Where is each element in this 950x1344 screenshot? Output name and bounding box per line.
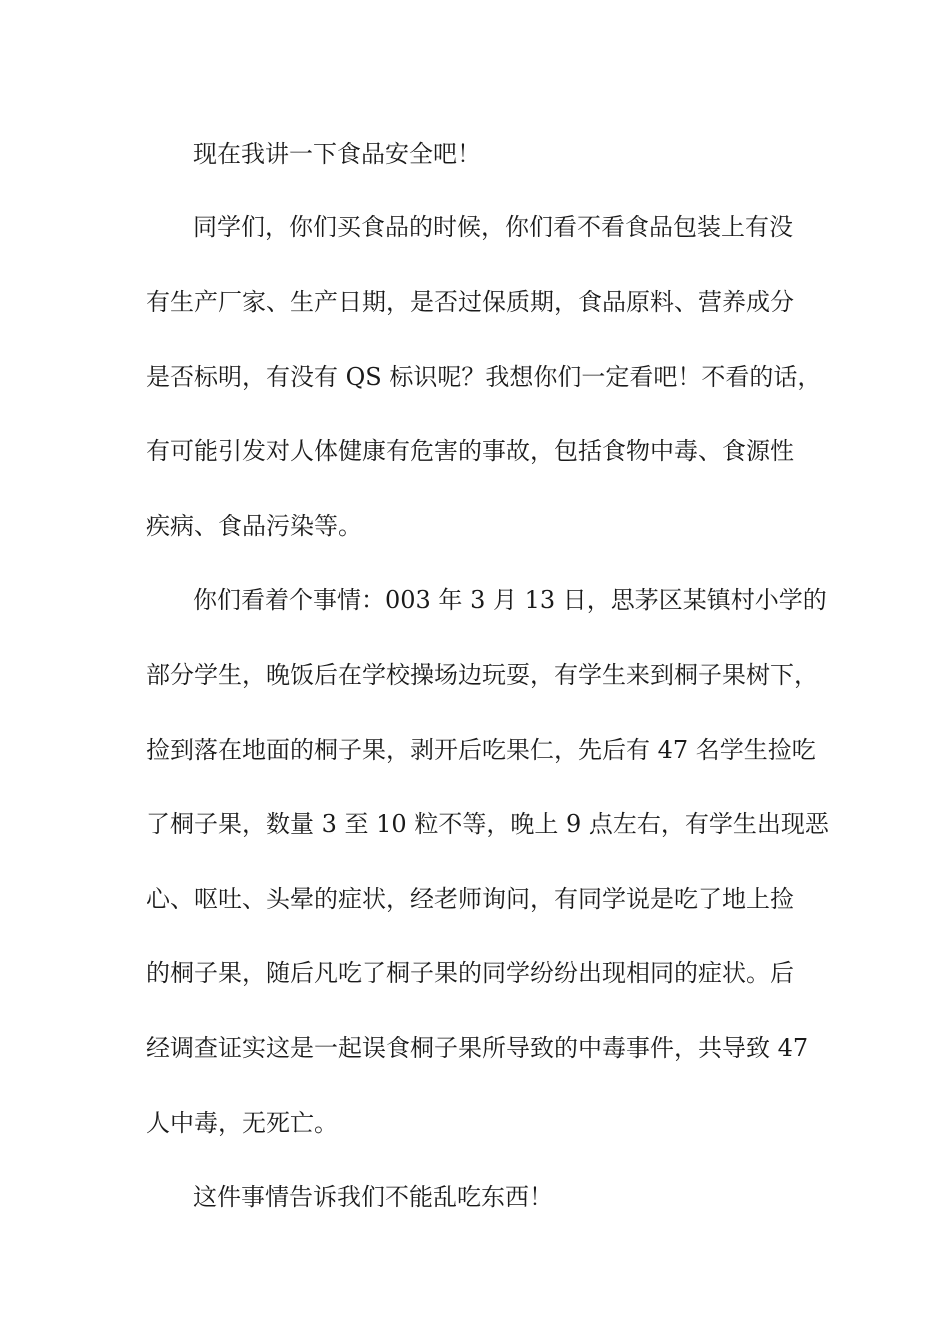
text-line: 是否标明，有没有 QS 标识呢？我想你们一定看吧！不看的话， [146,363,822,391]
text-line: 有生产厂家、生产日期，是否过保质期，食品原料、营养成分 [146,288,794,316]
text-line: 疾病、食品污染等。 [146,512,362,540]
text-line: 你们看着个事情：003 年 3 月 13 日，思茅区某镇村小学的 [193,586,827,614]
text-line: 捡到落在地面的桐子果，剥开后吃果仁，先后有 47 名学生捡吃 [146,736,816,764]
text-line: 部分学生，晚饭后在学校操场边玩耍，有学生来到桐子果树下， [146,661,818,689]
text-line: 心、呕吐、头晕的症状，经老师询问，有同学说是吃了地上捡 [146,885,794,913]
text-line: 的桐子果，随后凡吃了桐子果的同学纷纷出现相同的症状。后 [146,959,794,987]
text-line: 人中毒，无死亡。 [146,1109,338,1137]
text-line: 经调查证实这是一起误食桐子果所导致的中毒事件，共导致 47 [146,1034,809,1062]
text-line: 这件事情告诉我们不能乱吃东西！ [193,1183,553,1211]
text-line: 同学们，你们买食品的时候，你们看不看食品包装上有没 [193,213,793,241]
text-line: 了桐子果，数量 3 至 10 粒不等，晚上 9 点左右，有学生出现恶 [146,810,829,838]
text-line: 有可能引发对人体健康有危害的事故，包括食物中毒、食源性 [146,437,794,465]
text-line: 现在我讲一下食品安全吧！ [193,140,481,168]
